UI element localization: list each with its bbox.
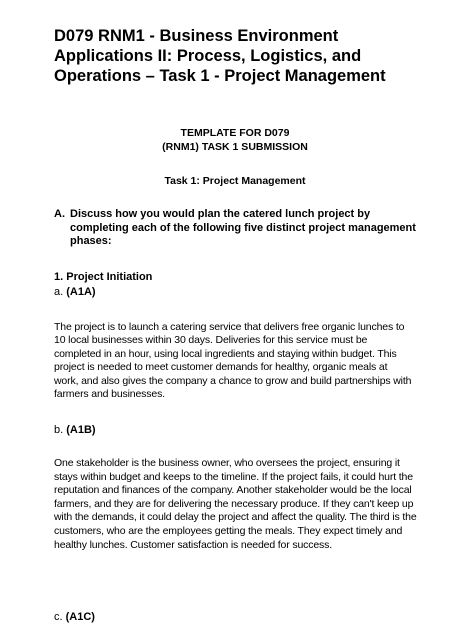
course-code: D079 RNM1 [54,27,145,45]
document-title [54,26,416,86]
paragraph-a1b: One stakeholder is the business owner, who oversees the project, ensuring it stays within budget and keeps to the timeline. If the project fails, it could hurt the reputation and finances of the company. Another stakeholder would be the local farmers, and they are for delivering the necessary produce. If they can't keep up with the demands, it could delay the project and affect the quality. The third is the customers, who are the employees getting the meals. They expect timely and healthy lunches. Customer satisfaction is needed for success. [54,457,417,551]
subsection-b-label: (A1B) [66,424,96,437]
task-heading: Task 1: Project Management [164,175,306,187]
subsection-c-marker: c. [54,611,63,624]
section-project-initiation: 1. Project Initiation [54,270,153,283]
subsection-c-label: (A1C) [65,611,95,624]
subsection-b-marker: b. [54,424,64,437]
subsection-a-heading [54,285,416,299]
subsection-a-label: (A1A) [66,285,96,298]
template-heading [54,126,416,154]
template-line-1: TEMPLATE FOR D079 [180,127,290,139]
question-a [54,208,416,249]
template-line-2: (RNM1) TASK 1 SUBMISSION [162,141,308,153]
course-title: - Business Environment Applications II: Process, Logistics, and Operations – Task 1 - Project Management [54,27,386,85]
subsection-a-marker: a. [54,285,64,298]
question-text: Discuss how you would plan the catered lunch project by completing each of the following five distinct project management phases: [70,208,416,247]
question-marker: A. [54,208,65,220]
subsection-c-heading [54,610,416,624]
subsection-b-heading [54,423,416,437]
paragraph-a1a: The project is to launch a catering service that delivers free organic lunches to 10 local businesses within 30 days. Deliveries for this service must be completed in an hour, using local ingredients and staying within budget. This project is needed to meet customer demands for healthy, organic meals at work, and also gives the company a chance to grow and build partnerships with farmers and businesses. [54,320,412,401]
